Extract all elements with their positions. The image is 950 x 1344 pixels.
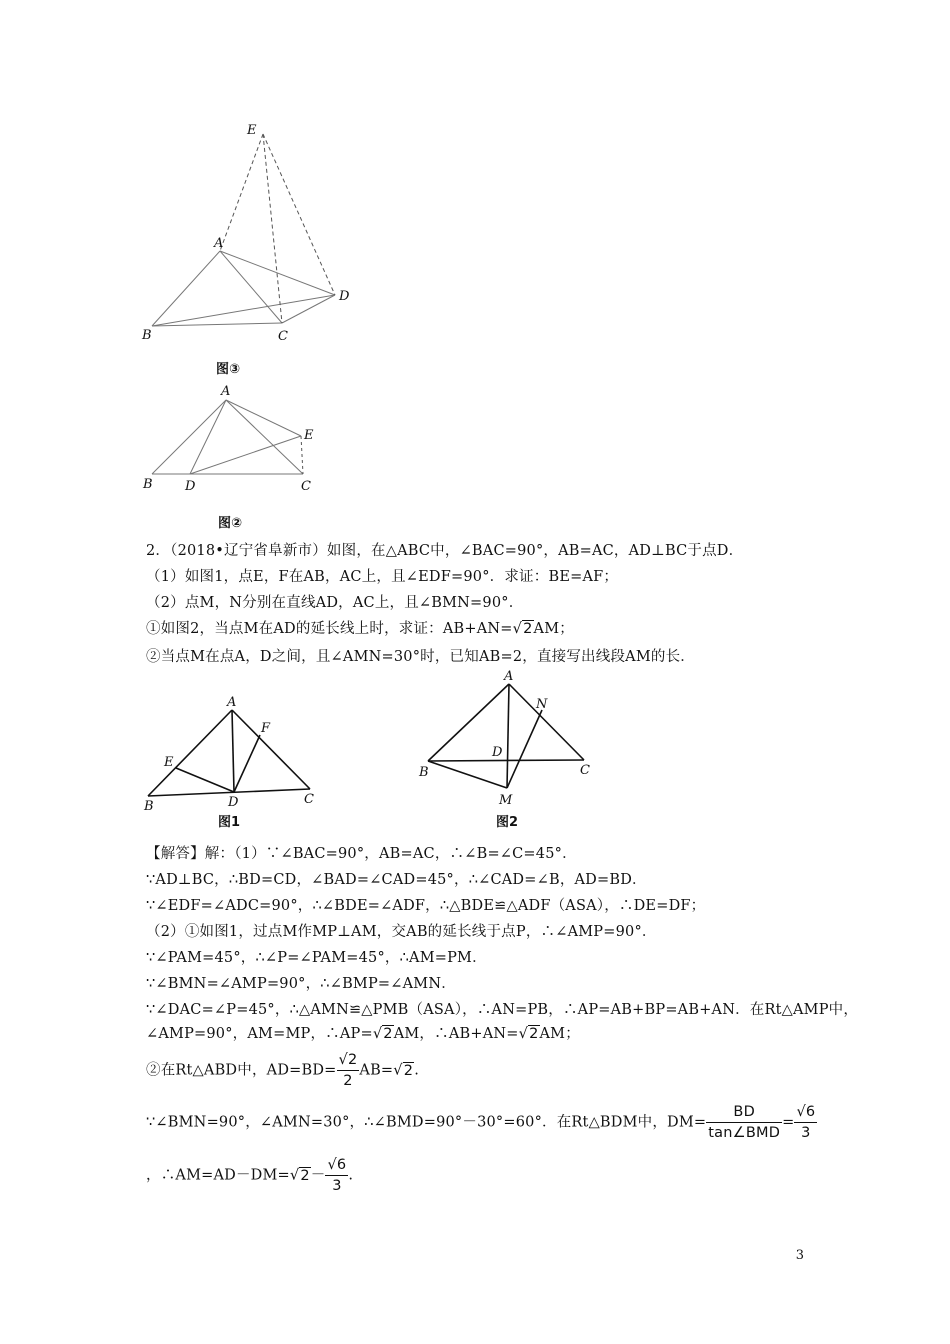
fraction-sqrt6-over-3-b: $\frac{√6}{3}$: [327, 1157, 347, 1194]
edge-ab: [148, 710, 232, 796]
solution-line-3: ∵∠EDF=∠ADC=90°，∴∠BDE=∠ADF，∴△BDE≌△ADF（ASA），∴DE=DF；: [146, 898, 706, 914]
label-a: A: [221, 384, 231, 399]
edge-ac: [220, 251, 282, 323]
problem-q1: （1）如图1，点E，F在AB，AC上，且∠EDF=90°．求证：BE=AF；: [146, 569, 619, 585]
solution-line-2: ∵AD⊥BC，∴BD=CD，∠BAD=∠CAD=45°，∴∠CAD=∠B，AD=BD．: [146, 872, 647, 888]
s11-post: .: [348, 1167, 354, 1184]
figure-3-caption: 图③: [216, 362, 241, 377]
solution-line-7: ∵∠DAC=∠P=45°，∴△AMN≌△PMB（ASA），∴AN=PB，∴AP=AB+BP=AB+AN．在Rt△AMP中，: [146, 1002, 859, 1018]
edge-ab: [152, 251, 220, 326]
label-d: D: [339, 289, 350, 304]
label-a: A: [504, 669, 514, 684]
figure-2-top-caption: 图②: [218, 516, 243, 531]
solution-line-8: [146, 1022, 580, 1043]
sqrt-2-b: √2: [518, 1026, 539, 1042]
edge-bc: [428, 760, 584, 761]
label-d: D: [228, 795, 239, 810]
s10-eq: =: [782, 1114, 795, 1131]
solution-line-6: ∵∠BMN=∠AMP=90°，∴∠BMP=∠AMN．: [146, 976, 456, 992]
q2a-post: AM；: [533, 621, 574, 637]
edge-ac: [226, 400, 303, 474]
label-d: D: [492, 745, 503, 760]
figure-2-caption: 图2: [496, 815, 519, 830]
s8-text: ∠AMP=90°，AM=MP，∴AP=: [146, 1026, 373, 1042]
label-e: E: [164, 755, 174, 770]
dash-ec: [301, 436, 303, 474]
s8-post: AM；: [539, 1026, 580, 1042]
dash-ea: [220, 134, 263, 251]
edge-de: [190, 436, 301, 474]
label-e: E: [304, 428, 314, 443]
edge-mn: [507, 710, 542, 788]
dash-ec: [263, 134, 282, 323]
s11-minus: －: [310, 1167, 326, 1184]
edge-bd: [152, 295, 335, 326]
sqrt-2-d: √2: [289, 1167, 310, 1184]
page-number: 3: [795, 1248, 804, 1263]
figure-2-top: [135, 380, 335, 500]
edge-df: [234, 735, 260, 792]
figure-2: [412, 666, 602, 811]
label-c: C: [278, 329, 288, 344]
q2a-text: ①如图2，当点M在AD的延长线上时，求证：AB+AN=: [146, 621, 513, 637]
edge-ad: [232, 710, 234, 792]
problem-q2a: [146, 617, 574, 638]
sqrt-2-a: √2: [372, 1026, 393, 1042]
problem-q2: （2）点M，N分别在直线AD，AC上，且∠BMN=90°．: [146, 595, 524, 611]
label-f: F: [261, 721, 271, 736]
edge-ab: [152, 400, 226, 474]
fraction-sqrt6-over-3: $\frac{√6}{3}$: [796, 1104, 816, 1141]
figure-1-caption: 图1: [218, 815, 241, 830]
dash-ed: [263, 134, 335, 295]
s8-mid: AM，∴AB+AN=: [393, 1026, 519, 1042]
sqrt-2-c: √2: [393, 1062, 414, 1079]
s11-text: ，∴AM=AD－DM=: [146, 1167, 290, 1184]
solution-line-4: （2）①如图1，过点M作MP⊥AM，交AB的延长线于点P，∴∠AMP=90°．: [146, 924, 657, 940]
problem-q2b: ②当点M在点A，D之间，且∠AMN=30°时，已知AB=2，直接写出线段AM的长．: [146, 649, 695, 665]
edge-ac: [509, 684, 584, 760]
label-c: C: [580, 763, 590, 778]
sqrt-2: √2: [512, 621, 533, 637]
s10-text: ∵∠BMN=90°，∠AMN=30°，∴∠BMD=90°－30°=60°．在Rt△BDM中，DM=: [146, 1114, 707, 1131]
label-e: E: [247, 123, 257, 138]
edge-bc: [152, 323, 282, 326]
s9-mid: AB=: [359, 1062, 394, 1079]
label-c: C: [301, 479, 311, 494]
solution-line-11: [146, 1155, 353, 1196]
solution-line-1: 【解答】解：（1）∵∠BAC=90°，AB=AC，∴∠B=∠C=45°．: [146, 846, 577, 862]
label-n: N: [536, 697, 548, 712]
label-d: D: [185, 479, 196, 494]
solution-line-5: ∵∠PAM=45°，∴∠P=∠PAM=45°，∴AM=PM．: [146, 950, 487, 966]
problem-intro: 2．（2018•辽宁省阜新市）如图，在△ABC中，∠BAC=90°，AB=AC，AD⊥BC于点D．: [146, 543, 744, 559]
fraction-sqrt2-over-2: $\frac{√2}{2}$: [338, 1052, 358, 1089]
edge-bm: [428, 761, 507, 788]
label-a: A: [214, 236, 224, 251]
s9-post: .: [414, 1062, 419, 1079]
solution-line-10: [146, 1102, 817, 1143]
edge-de: [176, 768, 234, 792]
figure-3: [130, 118, 370, 353]
edge-am: [507, 684, 509, 788]
label-b: B: [144, 799, 154, 810]
solution-line-9: [146, 1050, 419, 1091]
edge-ac: [232, 710, 310, 789]
label-a: A: [227, 695, 237, 710]
fraction-bd-over-tan: $\frac{BD}{\text{tan∠BMD}}$: [708, 1104, 781, 1141]
edge-ad: [190, 400, 226, 474]
s9-text: ②在Rt△ABD中，AD=BD=: [146, 1062, 337, 1079]
edge-ae: [226, 400, 301, 436]
label-b: B: [143, 477, 153, 492]
label-m: M: [499, 793, 513, 808]
label-b: B: [142, 328, 152, 343]
figure-1: [138, 690, 328, 810]
label-b: B: [419, 765, 429, 780]
label-c: C: [304, 792, 314, 807]
